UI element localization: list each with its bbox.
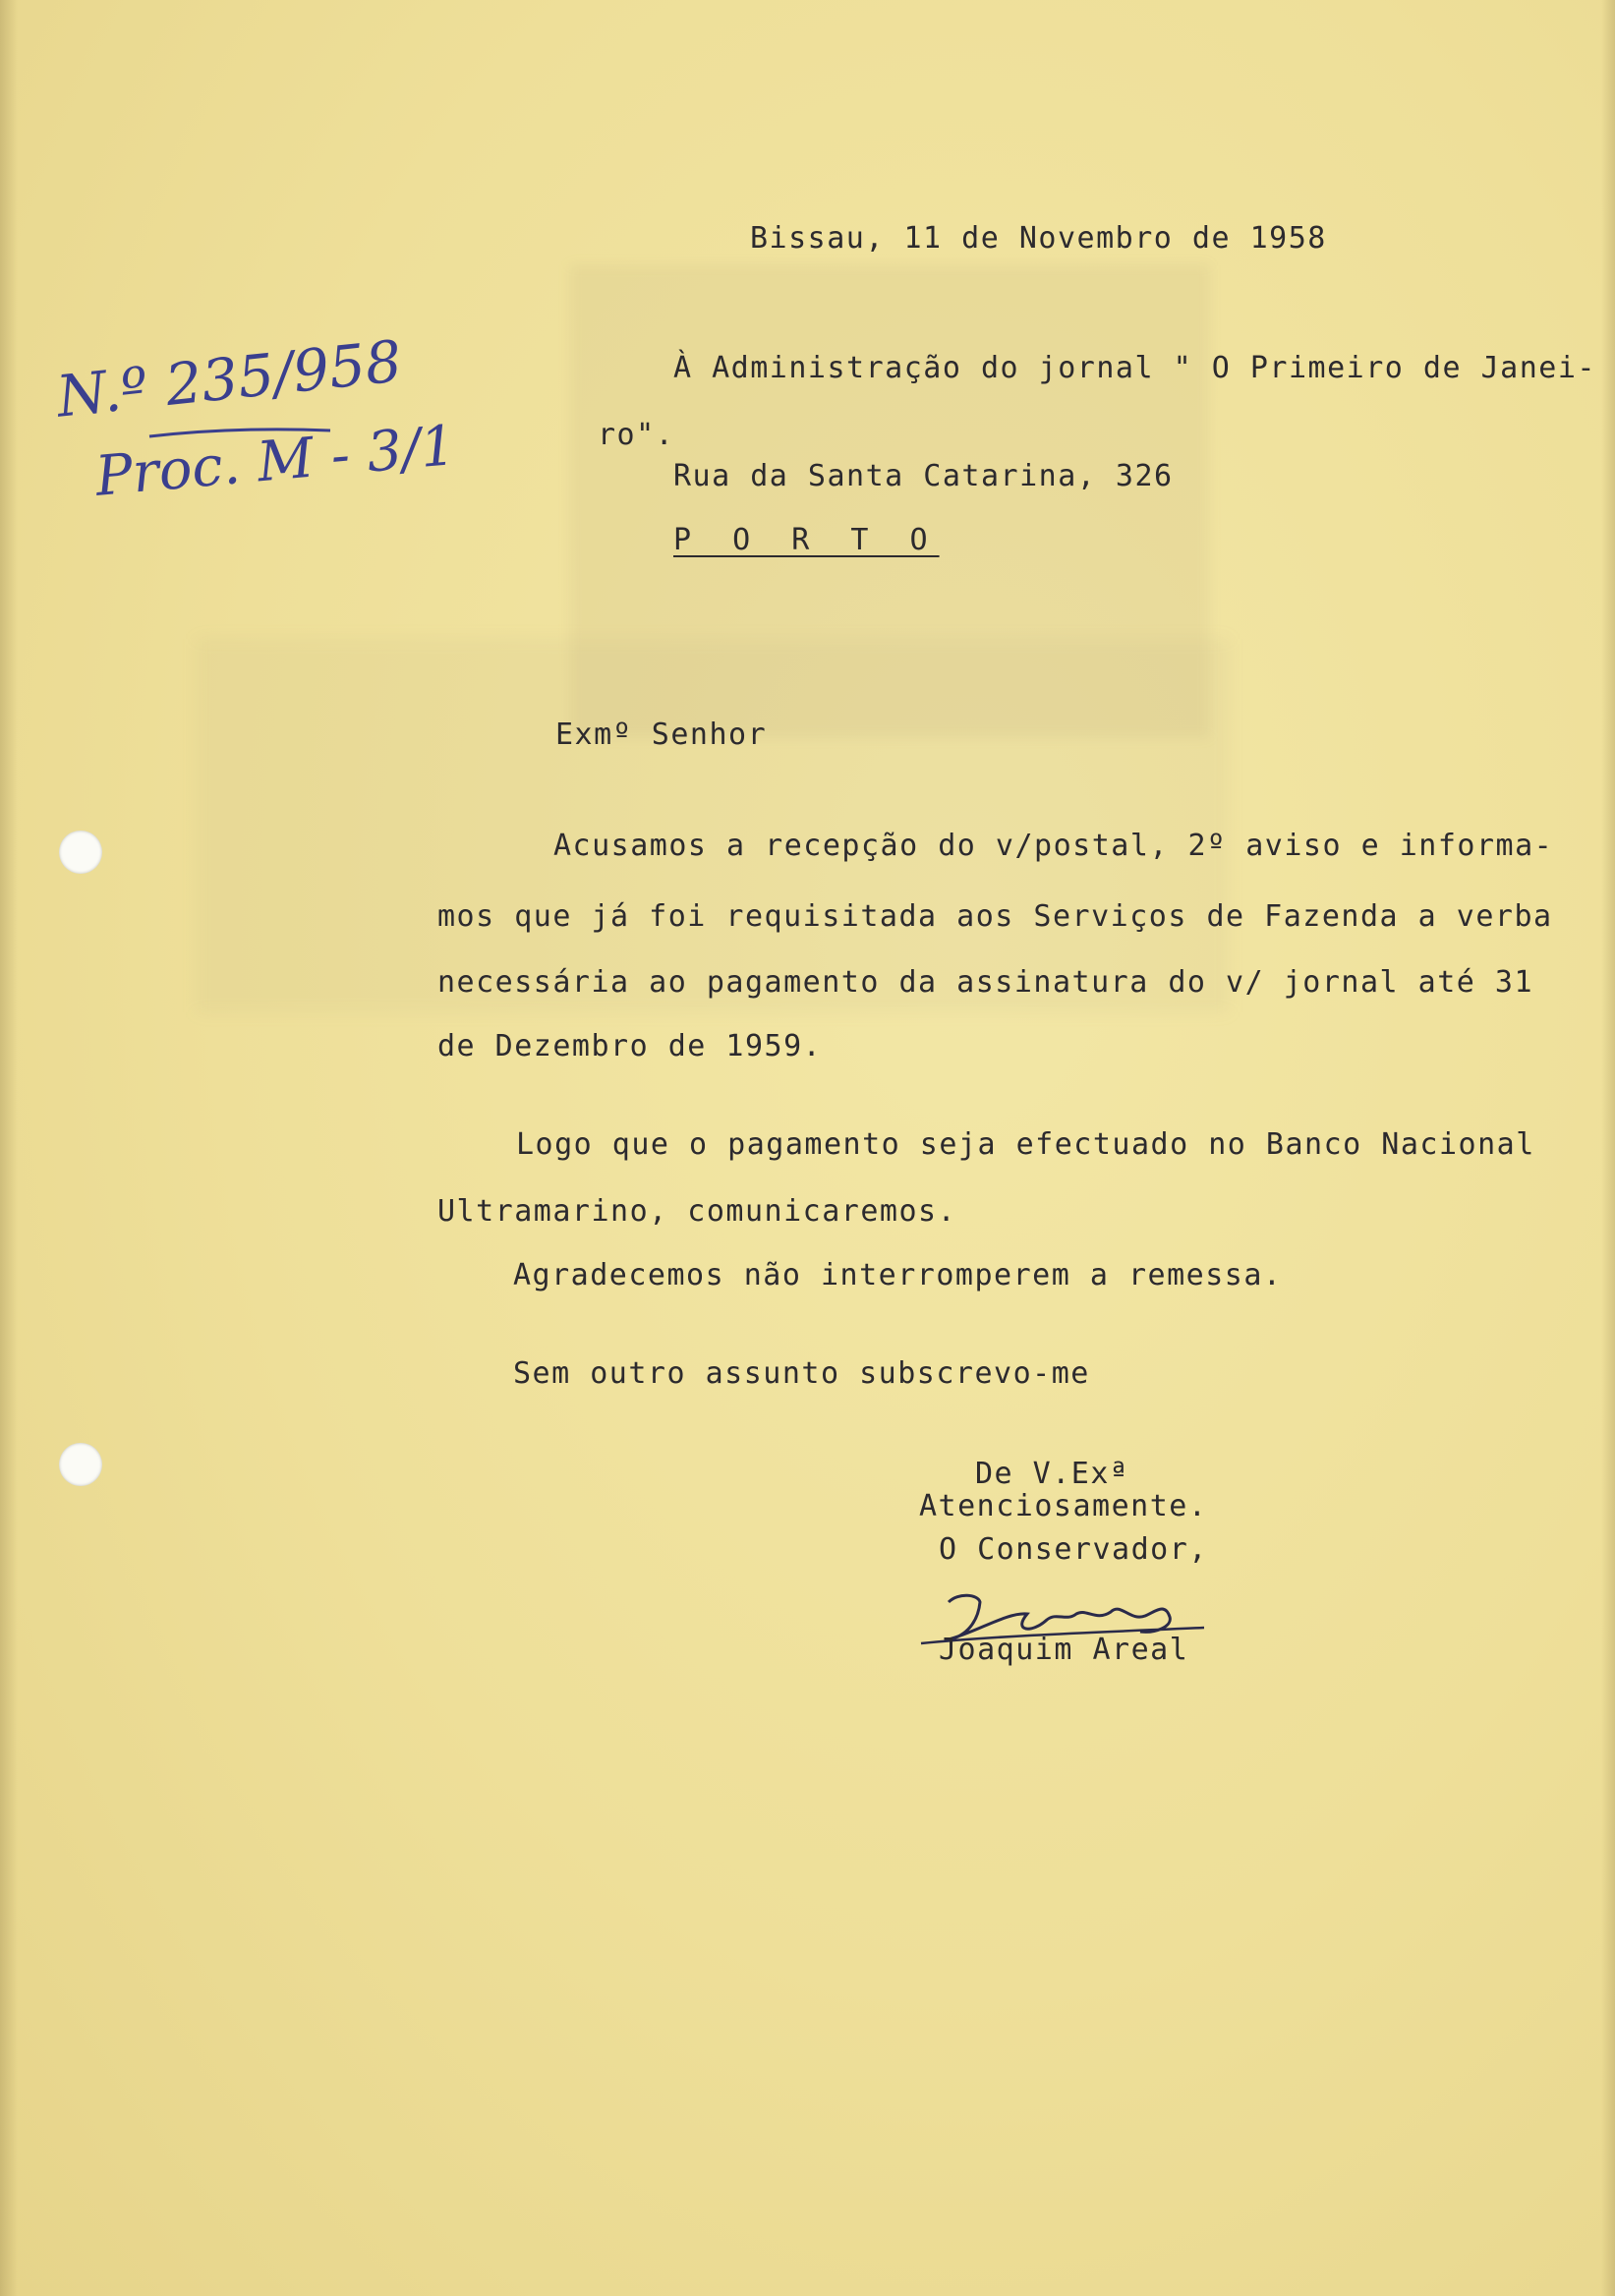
punch-hole-top (59, 831, 102, 874)
addressee-city: P O R T O (673, 523, 940, 557)
date-line: Bissau, 11 de Novembro de 1958 (750, 221, 1327, 256)
closing-line-3: O Conservador, (939, 1532, 1208, 1567)
paper-stain (197, 639, 1229, 1012)
paragraph-2-line: Ultramarino, comunicaremos. (437, 1194, 957, 1229)
paragraph-4: Sem outro assunto subscrevo-me (513, 1356, 1090, 1391)
addressee-street: Rua da Santa Catarina, 326 (673, 459, 1174, 493)
signature-name: Joaquim Areal (939, 1633, 1189, 1667)
closing-line-1: De V.Exª (975, 1457, 1129, 1491)
paragraph-1-line: mos que já foi requisitada aos Serviços de Fazenda a verba (437, 899, 1553, 934)
addressee-line-2: ro". (598, 418, 675, 452)
paragraph-1-line: Acusamos a recepção do v/postal, 2º aviso e informa- (553, 829, 1554, 863)
paper-edge-shadow (0, 0, 18, 2296)
handwritten-process-number: Proc. M - 3/1 (92, 414, 458, 509)
paragraph-3: Agradecemos não interromperem a remessa. (513, 1258, 1283, 1292)
paper-edge-shadow (1601, 0, 1615, 2296)
salutation: Exmº Senhor (555, 718, 768, 752)
closing-line-2: Atenciosamente. (919, 1489, 1208, 1523)
punch-hole-bottom (59, 1443, 102, 1486)
addressee-line-1: À Administração do jornal " O Primeiro de Janei- (673, 351, 1596, 385)
handwritten-reference-number: N.º 235/958 (53, 327, 405, 430)
paragraph-2-line: Logo que o pagamento seja efectuado no Banco Nacional (516, 1127, 1535, 1162)
paragraph-1-line: necessária ao pagamento da assinatura do v/ jornal até 31 (437, 965, 1534, 1000)
paragraph-1-line: de Dezembro de 1959. (437, 1029, 823, 1063)
